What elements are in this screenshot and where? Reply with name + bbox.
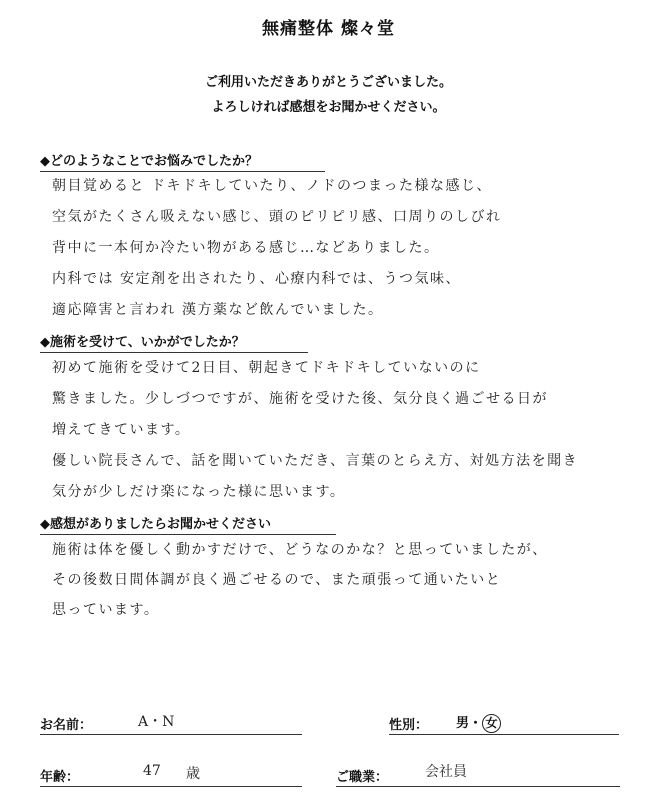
age-label: 年齢： bbox=[40, 770, 80, 785]
intro-text bbox=[0, 70, 657, 120]
name-label: お名前： bbox=[40, 718, 93, 733]
answer-line: 驚きました。少しづつですが、施術を受けた後、気分良く過ごせる日が bbox=[52, 391, 548, 407]
gender-male: 男 bbox=[456, 716, 470, 731]
intro-line-1: ご利用いただきありがとうございました。 bbox=[204, 75, 452, 90]
gender-options bbox=[456, 712, 501, 733]
question-worries: ◆どのようなことでお悩みでしたか？ bbox=[40, 150, 325, 172]
answer-line: 空気がたくさん吸えない感じ、頭のピリピリ感、口周りのしびれ bbox=[52, 209, 502, 225]
name-underline bbox=[40, 734, 302, 735]
page-title: 無痛整体 燦々堂 bbox=[262, 19, 395, 39]
gender-female-circled: 女 bbox=[482, 714, 501, 733]
intro-line-2: よろしければ感想をお聞かせください。 bbox=[211, 100, 446, 115]
job-value: 会社員 bbox=[425, 764, 467, 780]
age-unit: 歳 bbox=[186, 766, 200, 782]
answer-line: 朝目覚めると ドキドキしていたり、ノドのつまった様な感じ、 bbox=[52, 178, 492, 194]
answer-line: 初めて施術を受けて2日目、朝起きてドキドキしていないのに bbox=[52, 360, 481, 376]
answer-line: 施術は体を優しく動かすだけで、どうなのかな？と思っていましたが、 bbox=[52, 542, 548, 558]
job-underline bbox=[336, 786, 620, 787]
job-label: ご職業： bbox=[336, 770, 389, 785]
answer-line: 気分が少しだけ楽になった様に思います。 bbox=[52, 484, 346, 500]
question-treatment: ◆施術を受けて、いかがでしたか？ bbox=[40, 331, 308, 353]
name-value: A・N bbox=[138, 714, 175, 730]
gender-separator: ・ bbox=[469, 716, 483, 731]
answer-line: 適応障害と言われ 漢方薬など飲んでいました。 bbox=[52, 302, 384, 318]
answer-line: 思っています。 bbox=[52, 602, 160, 618]
gender-underline bbox=[389, 734, 619, 735]
answer-line: 内科では 安定剤を出されたり、心療内科では、うつ気味、 bbox=[52, 271, 461, 287]
answer-line: 背中に一本何か冷たい物がある感じ…などありました。 bbox=[52, 240, 440, 256]
answer-worries bbox=[52, 171, 642, 326]
answer-line: その後数日間体調が良く過ごせるので、また頑張って通いたいと bbox=[52, 572, 502, 588]
answer-line: 増えてきています。 bbox=[52, 422, 191, 438]
age-underline bbox=[40, 786, 302, 787]
question-impressions: ◆感想がありましたらお聞かせください bbox=[40, 513, 336, 535]
answer-impressions bbox=[52, 535, 642, 625]
answer-treatment bbox=[52, 353, 642, 508]
answer-line: 優しい院長さんで、話を聞いていただき、言葉のとらえ方、対処方法を聞き bbox=[52, 453, 579, 469]
age-value: 47 bbox=[143, 763, 161, 779]
gender-label: 性別： bbox=[389, 718, 429, 733]
